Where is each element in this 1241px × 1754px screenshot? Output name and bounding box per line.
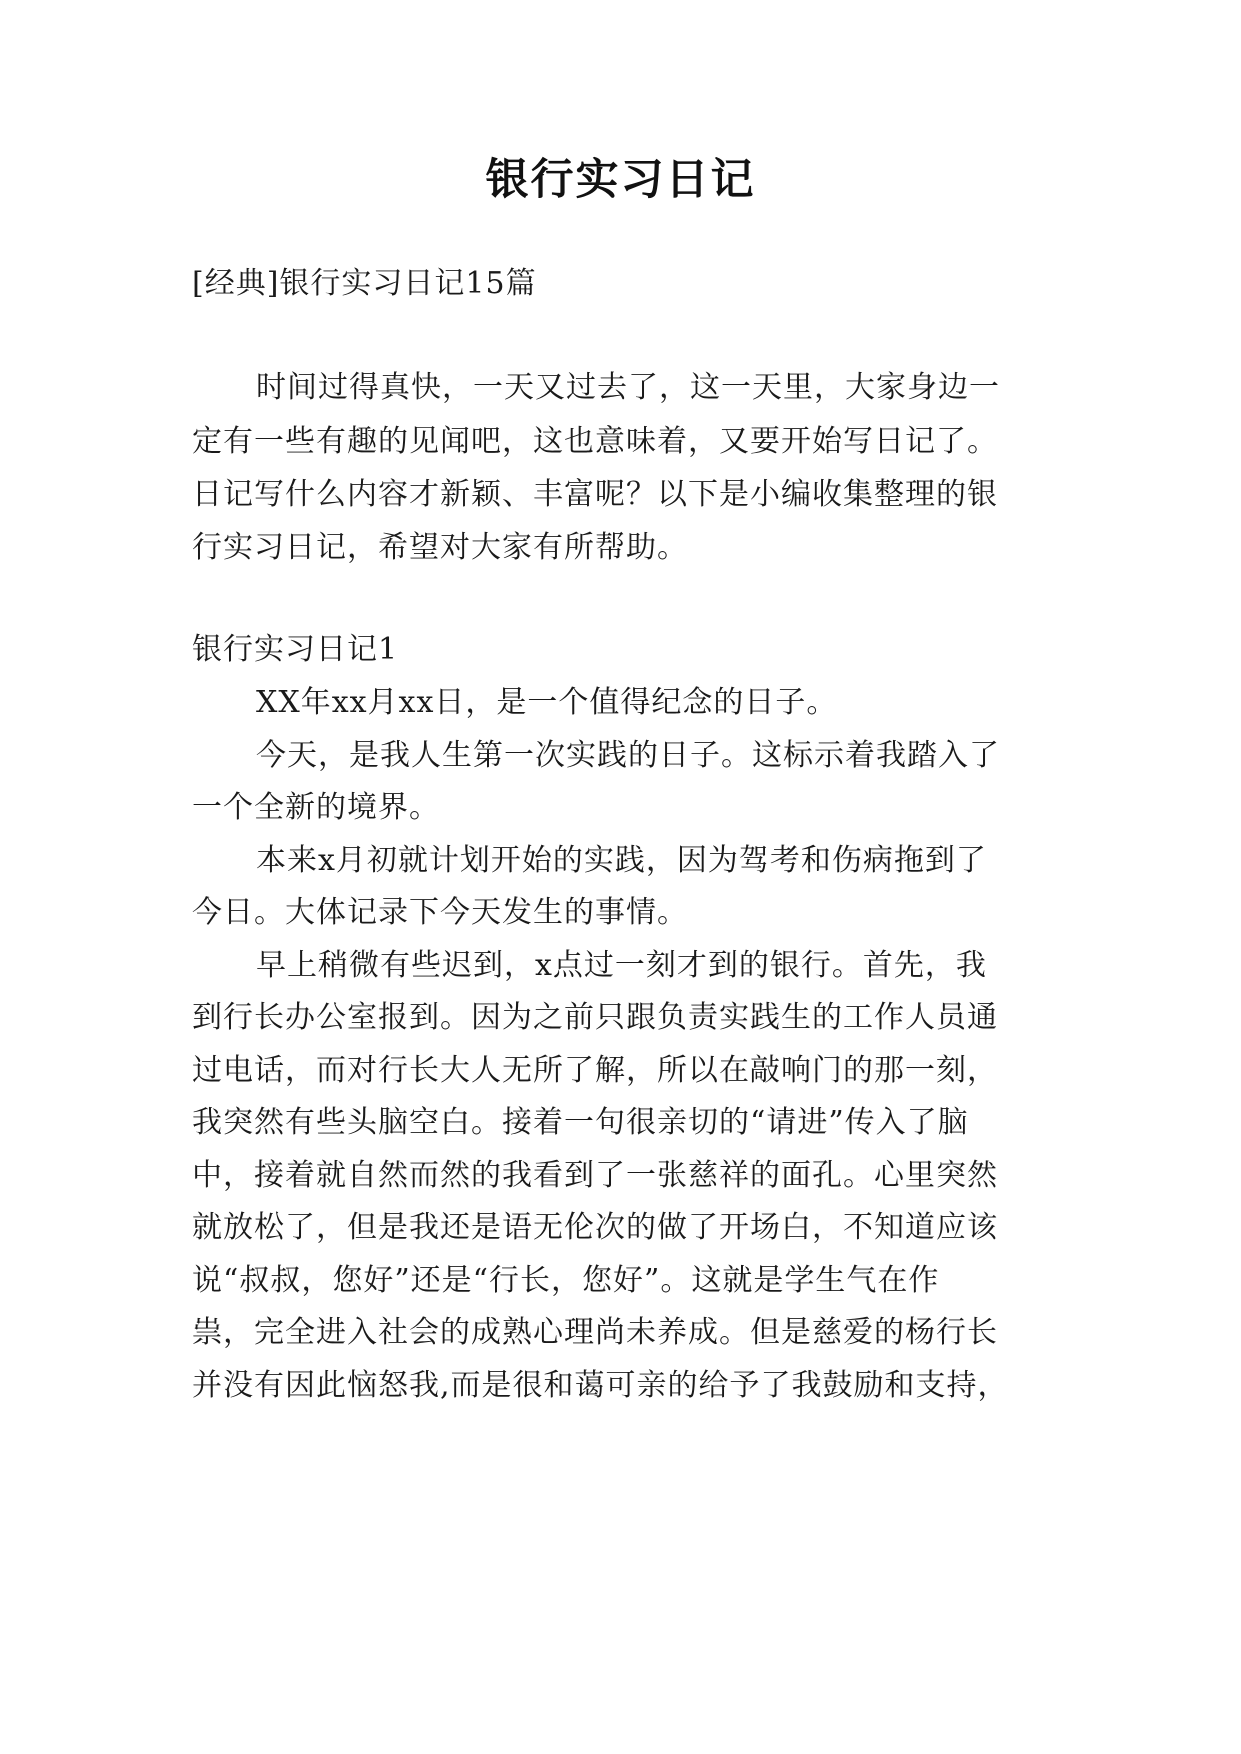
body-line-1: XX年xx月xx日，是一个值得纪念的日子。: [256, 685, 838, 720]
intro-line-1: 时间过得真快，一天又过去了，这一天里，大家身边一: [256, 370, 1000, 405]
body-line-2: 今天，是我人生第一次实践的日子。这标示着我踏入了: [256, 738, 1000, 773]
body-line-11: 就放松了，但是我还是语无伦次的做了开场白，不知道应该: [192, 1210, 998, 1245]
document-title: 银行实习日记: [485, 155, 756, 205]
body-line-7: 到行长办公室报到。因为之前只跟负责实践生的工作人员通: [192, 1000, 998, 1035]
document-subtitle: [经典]银行实习日记15篇: [192, 266, 537, 301]
body-line-14: 并没有因此恼怒我,而是很和蔼可亲的给予了我鼓励和支持，: [192, 1368, 1009, 1403]
intro-line-2: 定有一些有趣的见闻吧，这也意味着，又要开始写日记了。: [192, 424, 998, 459]
body-line-10: 中，接着就自然而然的我看到了一张慈祥的面孔。心里突然: [192, 1158, 998, 1193]
body-line-6: 早上稍微有些迟到，x点过一刻才到的银行。首先，我: [256, 948, 987, 983]
body-line-3: 一个全新的境界。: [192, 790, 440, 825]
body-line-12: 说“叔叔，您好”还是“行长，您好”。这就是学生气在作: [192, 1263, 940, 1298]
intro-line-3: 日记写什么内容才新颖、丰富呢？以下是小编收集整理的银: [192, 477, 998, 512]
body-line-9: 我突然有些头脑空白。接着一句很亲切的“请进”传入了脑: [192, 1105, 969, 1140]
body-line-13: 祟，完全进入社会的成熟心理尚未养成。但是慈爱的杨行长: [192, 1315, 998, 1350]
body-line-4: 本来x月初就计划开始的实践，因为驾考和伤病拖到了: [256, 843, 987, 878]
section-heading: 银行实习日记1: [192, 632, 399, 667]
body-line-8: 过电话，而对行长大人无所了解，所以在敲响门的那一刻，: [192, 1053, 998, 1088]
intro-line-4: 行实习日记，希望对大家有所帮助。: [192, 530, 688, 565]
body-line-5: 今日。大体记录下今天发生的事情。: [192, 895, 688, 930]
